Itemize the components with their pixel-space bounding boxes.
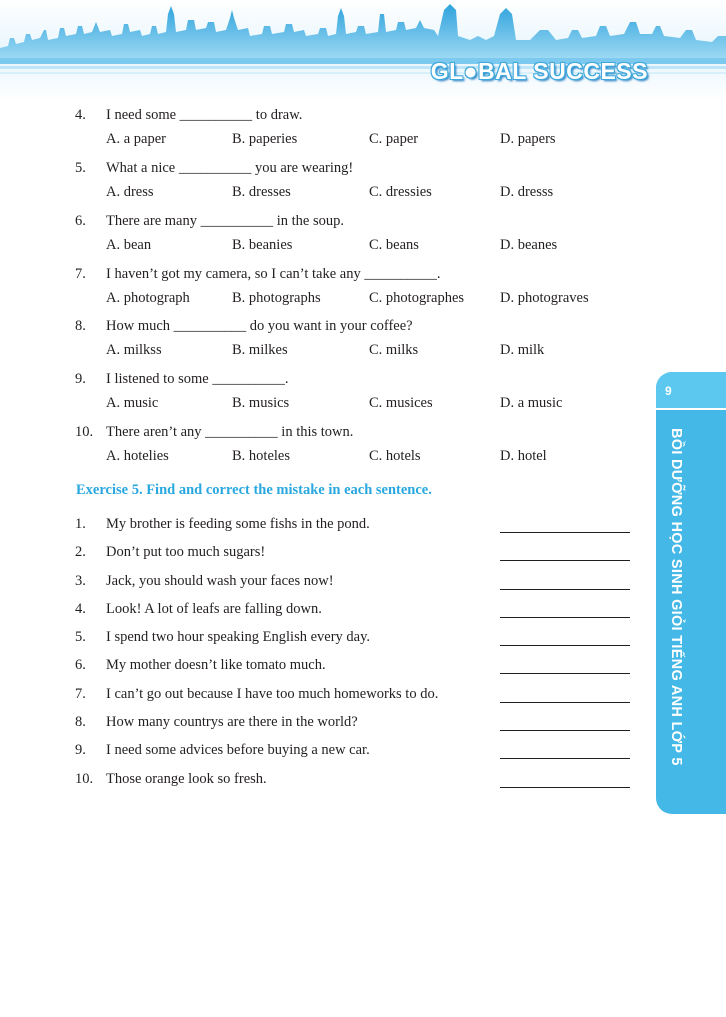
answer-line[interactable]	[500, 673, 630, 674]
option-a: A. milkss	[106, 342, 162, 358]
question-number: 4.	[75, 107, 86, 123]
option-b: B. paperies	[232, 131, 298, 147]
answer-line[interactable]	[500, 730, 630, 731]
option-d: D. beanes	[500, 237, 558, 253]
item-sentence: Look! A lot of leafs are falling down.	[106, 601, 322, 617]
question-number: 8.	[75, 318, 86, 334]
item-sentence: My brother is feeding some fishs in the pond.	[106, 516, 370, 532]
item-number: 8.	[75, 714, 86, 730]
page-number: 9	[656, 372, 726, 410]
question-number: 7.	[75, 266, 86, 282]
option-a: A. a paper	[106, 131, 166, 147]
city-skyline-illustration	[0, 0, 726, 100]
option-d: D. papers	[500, 131, 556, 147]
exercise-title: Exercise 5. Find and correct the mistake in each sentence.	[76, 482, 432, 498]
option-d: D. a music	[500, 395, 563, 411]
item-number: 3.	[75, 573, 86, 589]
answer-line[interactable]	[500, 787, 630, 788]
option-d: D. hotel	[500, 448, 547, 464]
item-sentence: Don’t put too much sugars!	[106, 544, 266, 560]
question-stem: There aren’t any __________ in this town.	[106, 424, 354, 440]
option-d: D. dresss	[500, 184, 554, 200]
option-c: C. photographes	[369, 290, 465, 306]
mistake-item	[0, 544, 650, 566]
question-stem: What a nice __________ you are wearing!	[106, 160, 354, 176]
item-number: 7.	[75, 686, 86, 702]
answer-line[interactable]	[500, 589, 630, 590]
answer-line[interactable]	[500, 758, 630, 759]
option-c: C. dressies	[369, 184, 432, 200]
item-number: 4.	[75, 601, 86, 617]
question-stem: I haven’t got my camera, so I can’t take any __________.	[106, 266, 441, 282]
item-sentence: Those orange look so fresh.	[106, 771, 267, 787]
item-number: 1.	[75, 516, 86, 532]
option-c: C. milks	[369, 342, 419, 358]
option-b: B. dresses	[232, 184, 291, 200]
option-a: A. hotelies	[106, 448, 169, 464]
option-b: B. beanies	[232, 237, 293, 253]
item-sentence: I need some advices before buying a new car.	[106, 742, 370, 758]
item-number: 9.	[75, 742, 86, 758]
option-b: B. photographs	[232, 290, 321, 306]
global-success-logo: GL●BAL SUCCESS	[430, 58, 648, 84]
mistake-item	[0, 657, 650, 679]
item-number: 6.	[75, 657, 86, 673]
option-c: C. beans	[369, 237, 419, 253]
mistake-item	[0, 686, 650, 708]
answer-line[interactable]	[500, 645, 630, 646]
option-a: A. bean	[106, 237, 152, 253]
question-stem: I listened to some __________.	[106, 371, 289, 387]
question-number: 9.	[75, 371, 86, 387]
item-sentence: I can’t go out because I have too much homeworks to do.	[106, 686, 439, 702]
answer-line[interactable]	[500, 532, 630, 533]
option-b: B. milkes	[232, 342, 288, 358]
mistake-item	[0, 516, 650, 538]
question-stem: I need some __________ to draw.	[106, 107, 303, 123]
mistake-item	[0, 742, 650, 764]
mistake-item	[0, 573, 650, 595]
option-a: A. photograph	[106, 290, 190, 306]
mistake-item	[0, 771, 650, 793]
option-a: A. music	[106, 395, 159, 411]
option-b: B. musics	[232, 395, 290, 411]
item-sentence: How many countrys are there in the world?	[106, 714, 358, 730]
answer-line[interactable]	[500, 617, 630, 618]
header-banner	[0, 0, 726, 100]
option-c: C. musices	[369, 395, 433, 411]
item-sentence: I spend two hour speaking English every day.	[106, 629, 371, 645]
question-stem: There are many __________ in the soup.	[106, 213, 344, 229]
mistake-item	[0, 714, 650, 736]
option-a: A. dress	[106, 184, 154, 200]
option-d: D. milk	[500, 342, 545, 358]
question-number: 6.	[75, 213, 86, 229]
item-number: 5.	[75, 629, 86, 645]
option-b: B. hoteles	[232, 448, 290, 464]
answer-line[interactable]	[500, 560, 630, 561]
item-number: 2.	[75, 544, 86, 560]
mistake-item	[0, 601, 650, 623]
item-sentence: My mother doesn’t like tomato much.	[106, 657, 326, 673]
book-title-vertical: BỒI DƯỠNG HỌC SINH GIỎI TIẾNG ANH LỚP 5	[668, 428, 684, 766]
option-d: D. photograves	[500, 290, 589, 306]
item-number: 10.	[75, 771, 94, 787]
question-number: 5.	[75, 160, 86, 176]
answer-line[interactable]	[500, 702, 630, 703]
option-c: C. paper	[369, 131, 419, 147]
question-number: 10.	[75, 424, 94, 440]
option-c: C. hotels	[369, 448, 421, 464]
side-tab	[656, 372, 726, 814]
item-sentence: Jack, you should wash your faces now!	[106, 573, 334, 589]
mistake-item	[0, 629, 650, 651]
question-stem: How much __________ do you want in your coffee?	[106, 318, 413, 334]
